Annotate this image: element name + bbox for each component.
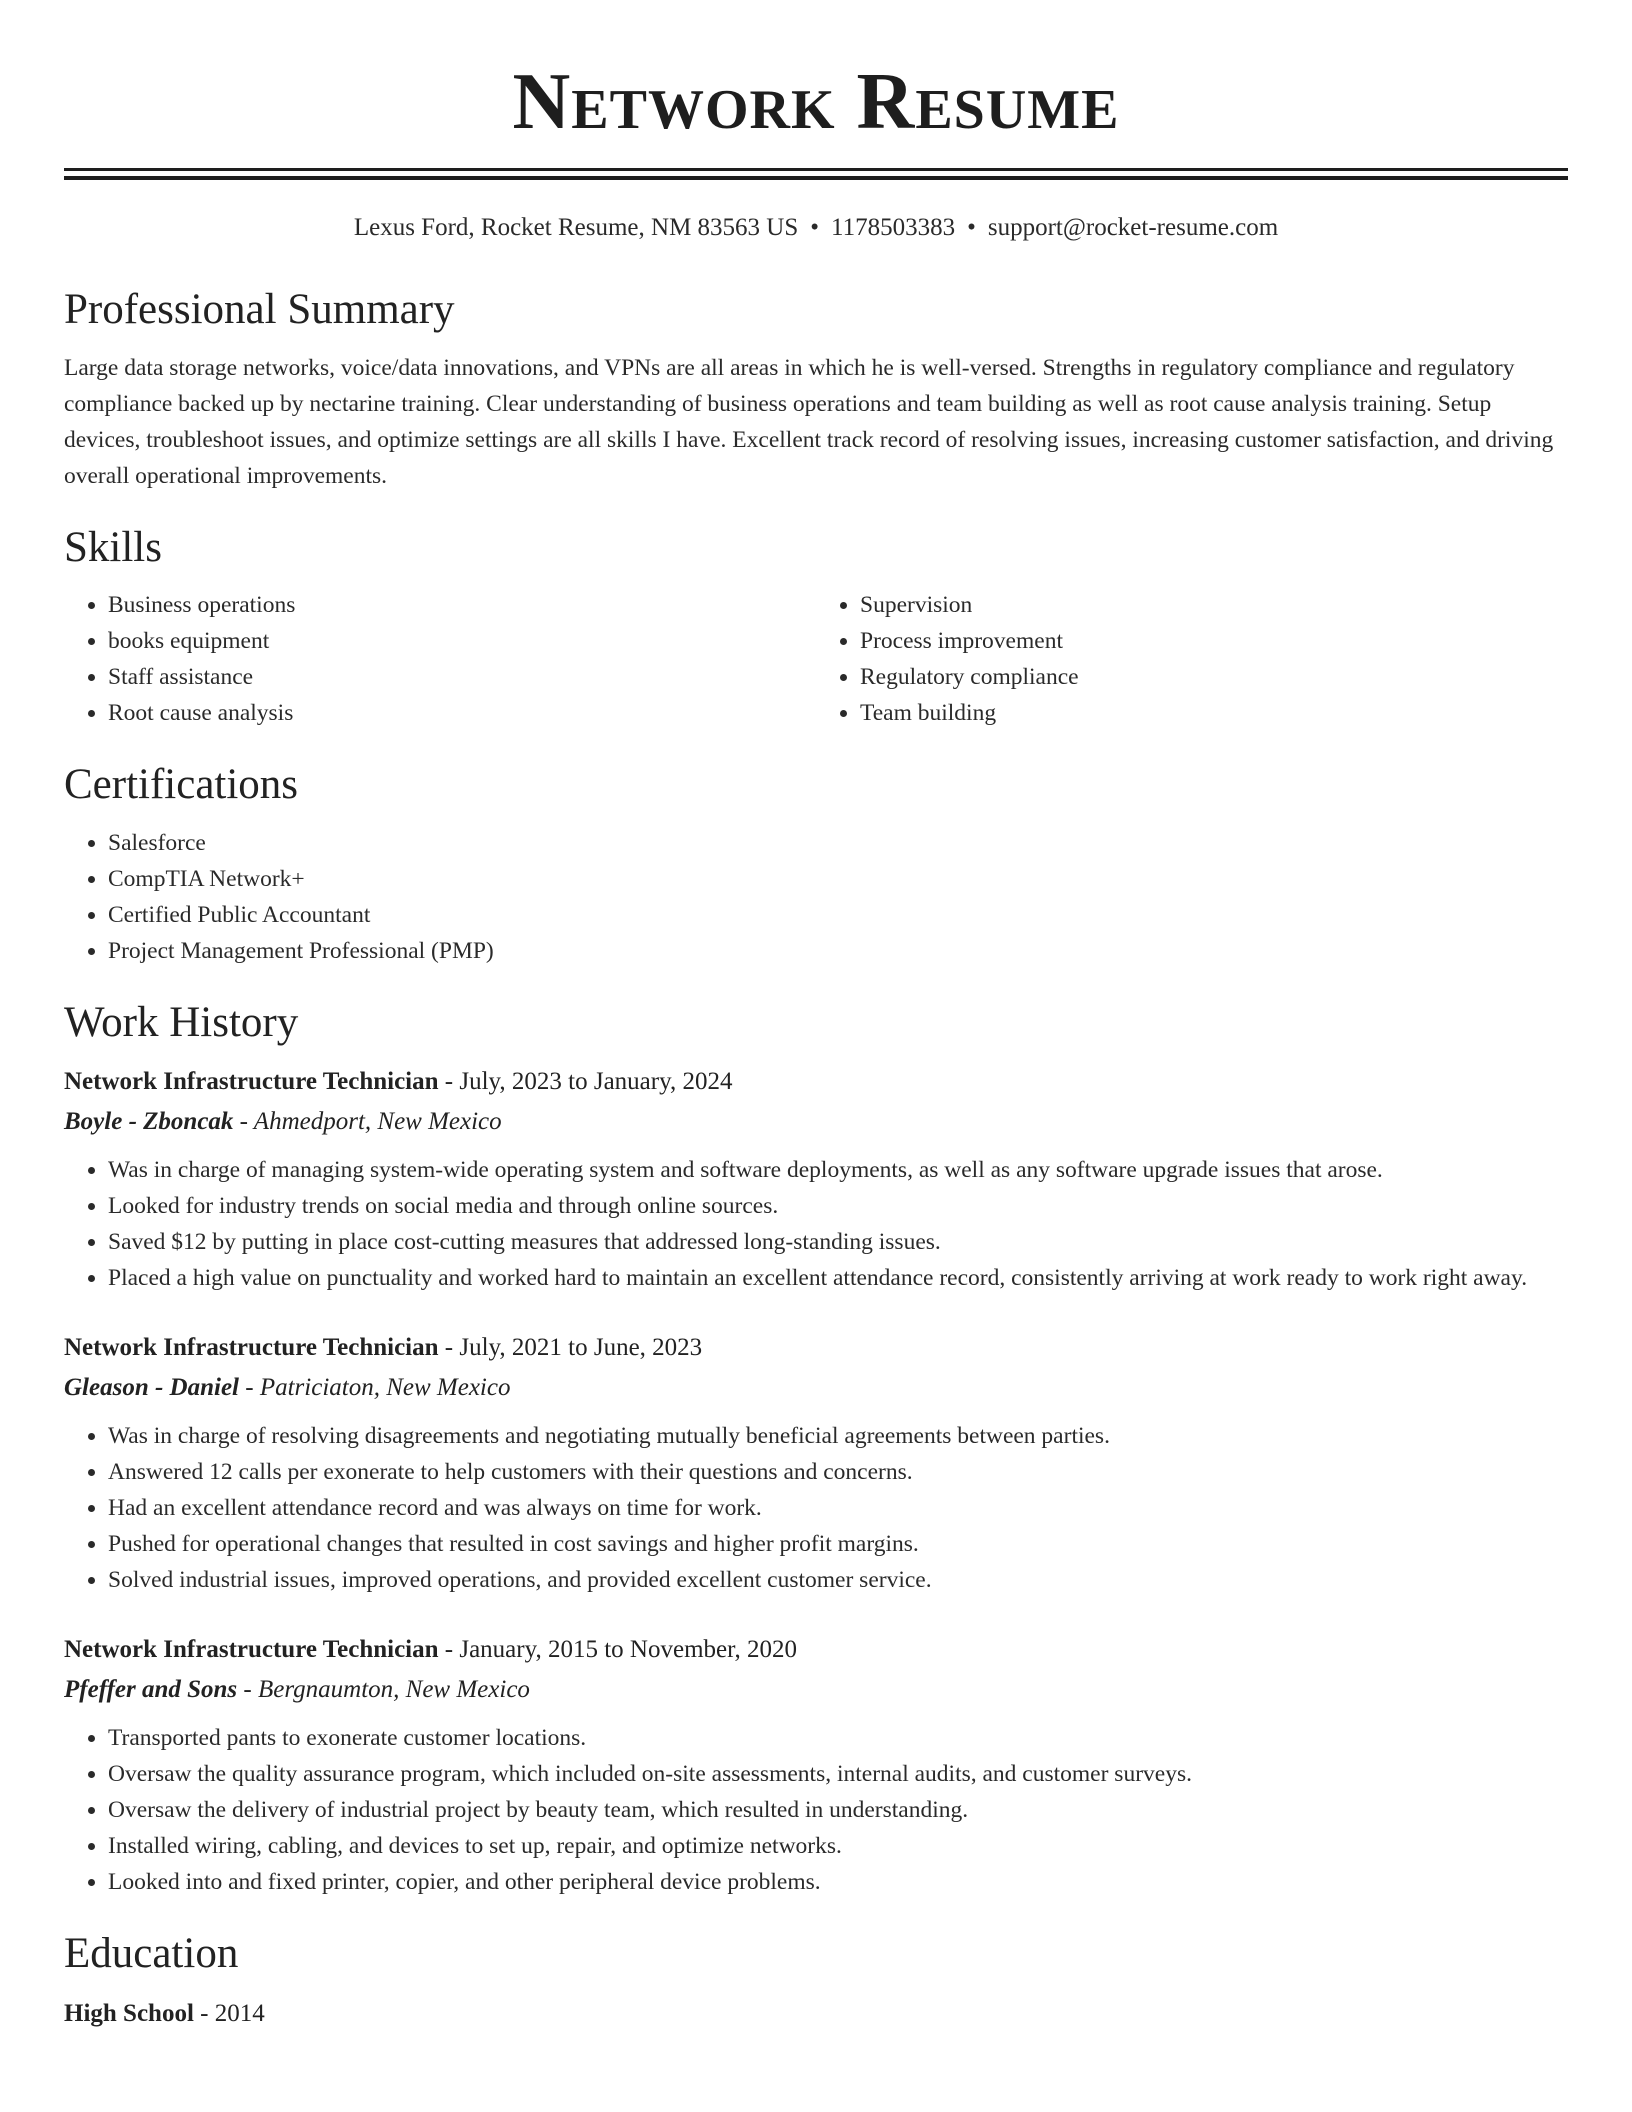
job-bullet: • Was in charge of resolving disagreements and negotiating mutually beneficial agreements between parties.	[108, 1418, 1568, 1454]
skill-item: • Root cause analysis	[108, 695, 816, 731]
job-bullet: • Answered 12 calls per exonerate to help customers with their questions and concerns.	[108, 1454, 1568, 1490]
contact-email: support@rocket-resume.com	[987, 214, 1279, 241]
job-bullet: • Solved industrial issues, improved operations, and provided excellent customer service.	[108, 1562, 1568, 1598]
work-history-heading: Work History	[64, 998, 299, 1046]
job-bullet: • Looked for industry trends on social media and through online sources.	[108, 1188, 1568, 1224]
job-bullet: • Looked into and fixed printer, copier, and other peripheral device problems.	[108, 1864, 1568, 1900]
job-title: Network Infrastructure Technician	[64, 1068, 439, 1096]
job-title-line	[64, 1328, 1568, 1368]
job-location: - Ahmedport, New Mexico	[233, 1108, 502, 1136]
job-bullets	[64, 1418, 1568, 1598]
job-company: Pfeffer and Sons	[64, 1676, 238, 1704]
certifications-list	[64, 825, 1568, 969]
job-company-line	[64, 1102, 1568, 1142]
certification-item: • CompTIA Network+	[108, 861, 1568, 897]
job-location: - Patriciaton, New Mexico	[239, 1374, 511, 1402]
certification-item: • Salesforce	[108, 825, 1568, 861]
skills-list-right	[816, 587, 1568, 731]
skill-item: • Supervision	[860, 587, 1568, 623]
job-title-line	[64, 1630, 1568, 1670]
job-title: Network Infrastructure Technician	[64, 1636, 439, 1664]
job-bullet: • Oversaw the quality assurance program, which included on-site assessments, internal audits, and customer surveys.	[108, 1756, 1568, 1792]
job-bullet: • Placed a high value on punctuality and worked hard to maintain an excellent attendance record, consistently arriving at work ready to work right away.	[108, 1260, 1568, 1296]
job-title-line	[64, 1062, 1568, 1102]
skill-item: • books equipment	[108, 623, 816, 659]
job-title: Network Infrastructure Technician	[64, 1334, 439, 1362]
certification-item: • Certified Public Accountant	[108, 897, 1568, 933]
skills-columns	[64, 573, 1568, 731]
education-entry	[64, 1994, 1568, 2034]
skills-list-left	[64, 587, 816, 731]
contact-line	[64, 214, 1568, 242]
skill-item: • Team building	[860, 695, 1568, 731]
education-year: - 2014	[193, 1999, 265, 2027]
job-dates: - January, 2015 to November, 2020	[438, 1636, 797, 1664]
title-double-rule	[64, 168, 1568, 180]
certifications-heading: Certifications	[64, 761, 299, 809]
job-bullet: • Saved $12 by putting in place cost-cutting measures that addressed long-standing issues.	[108, 1224, 1568, 1260]
job-location: - Bergnaumton, New Mexico	[237, 1676, 530, 1704]
job-bullet: • Was in charge of managing system-wide operating system and software deployments, as well as any software upgrade issues that arose.	[108, 1152, 1568, 1188]
skill-item: • Process improvement	[860, 623, 1568, 659]
job-entry	[64, 1630, 1568, 1900]
resume-title: Network Resume	[512, 58, 1120, 146]
job-bullet: • Pushed for operational changes that resulted in cost savings and higher profit margins.	[108, 1526, 1568, 1562]
certification-item: • Project Management Professional (PMP)	[108, 933, 1568, 969]
skills-heading: Skills	[64, 523, 162, 571]
job-company: Boyle - Zboncak	[64, 1108, 234, 1136]
job-company-line	[64, 1368, 1568, 1408]
job-bullet: • Oversaw the delivery of industrial project by beauty team, which resulted in understanding.	[108, 1792, 1568, 1828]
resume-page	[64, 0, 1568, 2034]
summary-heading: Professional Summary	[64, 286, 455, 333]
job-entry	[64, 1328, 1568, 1598]
contact-separator: •	[967, 214, 976, 241]
contact-phone: 1178503383	[831, 214, 956, 241]
skill-item: • Staff assistance	[108, 659, 816, 695]
job-bullet: • Installed wiring, cabling, and devices to set up, repair, and optimize networks.	[108, 1828, 1568, 1864]
job-company: Gleason - Daniel	[64, 1374, 239, 1402]
education-heading: Education	[64, 1930, 239, 1978]
job-bullet: • Transported pants to exonerate customer locations.	[108, 1720, 1568, 1756]
job-entry	[64, 1062, 1568, 1296]
job-dates: - July, 2023 to January, 2024	[438, 1068, 733, 1096]
education-degree: High School	[64, 1999, 194, 2027]
job-company-line	[64, 1670, 1568, 1710]
job-bullet: • Had an excellent attendance record and was always on time for work.	[108, 1490, 1568, 1526]
summary-text: Large data storage networks, voice/data innovations, and VPNs are all areas in which he is well-versed. Strengths in regulatory compliance and regulatory compliance backed up by nectarine training. Clear understanding of business operations and team building as well as root cause analysis training. Setup devices, troubleshoot issues, and optimize settings are all skills I have. Excellent track record of resolving issues, increasing customer satisfaction, and driving overall operational improvements.	[64, 354, 1554, 489]
contact-separator: •	[810, 214, 820, 241]
job-bullets	[64, 1720, 1568, 1900]
job-bullets	[64, 1152, 1568, 1296]
contact-address: Lexus Ford, Rocket Resume, NM 83563 US	[353, 214, 799, 241]
skill-item: • Business operations	[108, 587, 816, 623]
job-dates: - July, 2021 to June, 2023	[438, 1334, 703, 1362]
skill-item: • Regulatory compliance	[860, 659, 1568, 695]
